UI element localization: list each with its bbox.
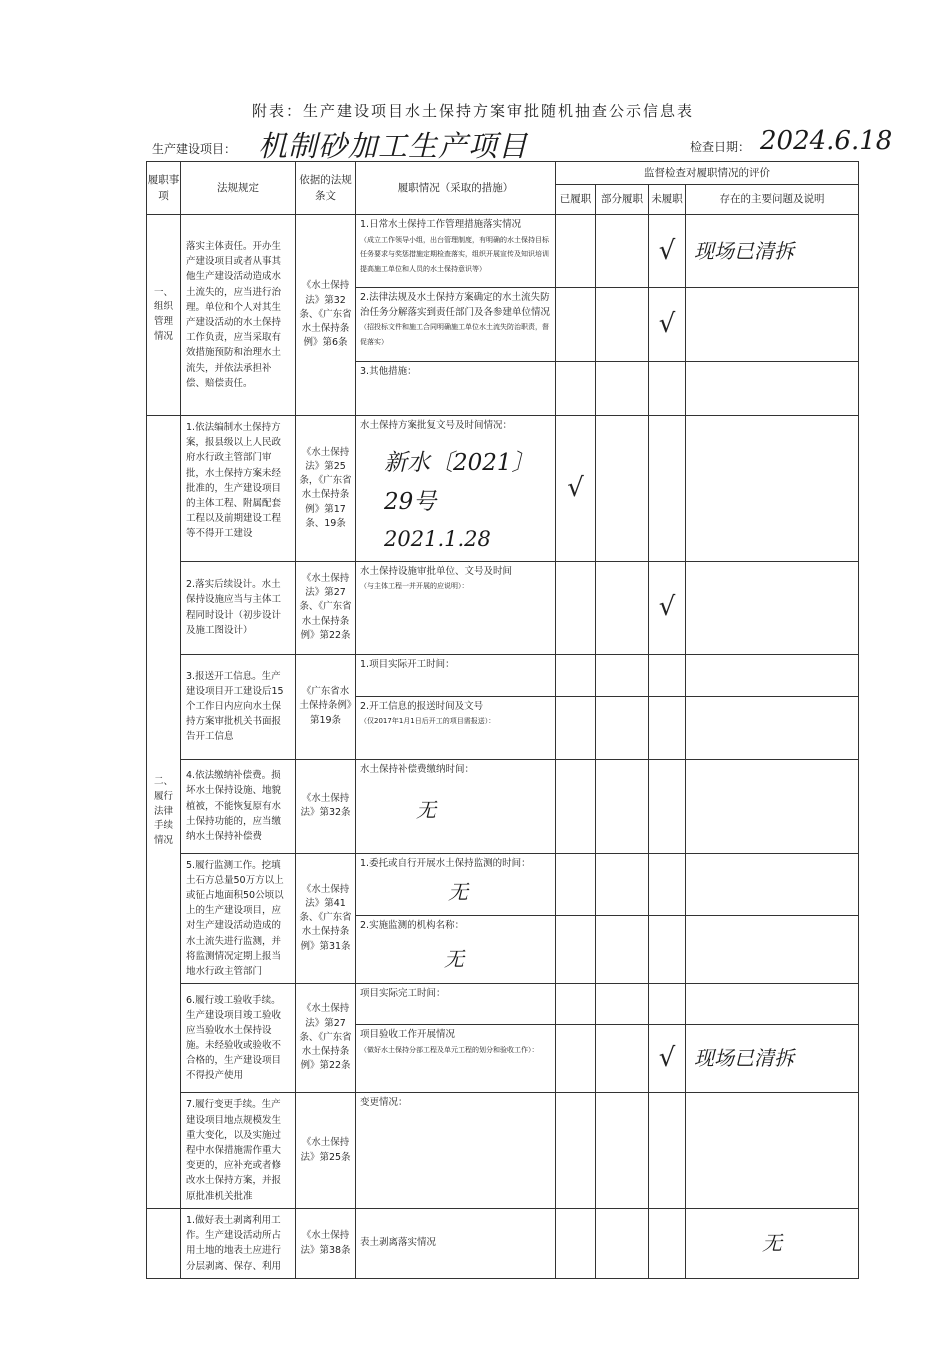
not-done-cell: [649, 984, 686, 1025]
section2-reference-2: 《水土保持法》第27条、《广东省水土保持条例》第22条: [296, 561, 356, 654]
done-cell: [556, 1025, 596, 1093]
done-check: √: [556, 416, 596, 562]
partial-cell: [596, 853, 649, 916]
perf-text: 2.实施监测的机构名称：: [360, 920, 465, 932]
perf-note: （做好水土保持分部工程及单元工程的划分和验收工作）：: [360, 1045, 539, 1054]
partial-cell: [596, 215, 649, 288]
perf-note: （招投标文件和施工合同明确施工单位水土流失防治职责，督促落实）: [360, 323, 549, 347]
done-cell: [556, 1209, 596, 1279]
perf-text: 3.其他措施：: [360, 366, 417, 377]
header-partial: 部分履职: [596, 185, 649, 215]
perf-text: 2.法律法规及水土保持方案确定的水土流失防治任务分解落实到责任部门及各参建单位情况: [360, 292, 551, 318]
date-value-handwritten: 2024.6.18: [760, 126, 893, 156]
section2-perf-4: [356, 759, 556, 853]
section2-perf-1: [356, 416, 556, 562]
not-done-cell: [649, 853, 686, 916]
project-label: 生产建设项目：: [152, 142, 237, 156]
done-cell: [556, 984, 596, 1025]
issue-cell: [686, 416, 859, 562]
topsoil-none-handwritten: 无: [686, 1209, 859, 1279]
section2-reference-6: 《水土保持法》第27条、《广东省水土保持条例》第22条: [296, 984, 356, 1093]
section2-perf-5a: [356, 853, 556, 916]
not-done-cell: [649, 916, 686, 984]
section2-perf-3a: [356, 654, 556, 696]
header-not-done: 未履职: [649, 185, 686, 215]
partial-cell: [596, 288, 649, 362]
section2-perf-3b: [356, 696, 556, 759]
done-cell: [556, 916, 596, 984]
perf-text: 表土剥离落实情况: [360, 1237, 437, 1249]
done-cell: [556, 853, 596, 916]
header-issues: 存在的主要问题及说明: [686, 185, 859, 215]
compensation-none-handwritten: 无: [416, 798, 436, 823]
table-row: [147, 1093, 859, 1209]
table-row: [147, 654, 859, 696]
section3-law: 1.做好表土剥离利用工作。生产建设活动所占用土地的地表土应进行分层剥离、保存、利用: [181, 1209, 296, 1279]
section2-law-1: 1.依法编制水土保持方案，报县级以上人民政府水行政主管部门审批，水土保持方案未经批准的，生产建设项目的主体工程、附属配套工程以及前期建设工程等不得开工建设: [181, 416, 296, 562]
done-cell: [556, 1093, 596, 1209]
section2-reference-1: 《水土保持法》第25条，《广东省水土保持条例》第17条、19条: [296, 416, 356, 562]
table-row: [147, 1209, 859, 1279]
header-reference: 依据的法规条文: [296, 162, 356, 215]
not-done-check: √: [649, 215, 686, 288]
section3-reference: 《水土保持法》第38条: [296, 1209, 356, 1279]
table-row: [147, 853, 859, 916]
issue-cell: [686, 362, 859, 416]
monitoring-org-none-handwritten: 无: [444, 946, 464, 971]
perf-text: 项目验收工作开展情况: [360, 1029, 456, 1041]
issue-cell: [686, 853, 859, 916]
header-done: 已履职: [556, 185, 596, 215]
not-done-cell: [649, 759, 686, 853]
issue-note-handwritten: 现场已清拆: [686, 215, 859, 288]
section2-reference-3: 《广东省水土保持条例》第19条: [296, 654, 356, 759]
perf-text: 2.开工信息的报送时间及文号: [360, 700, 484, 712]
section1-perf-3: [356, 362, 556, 416]
partial-cell: [596, 916, 649, 984]
done-cell: [556, 362, 596, 416]
done-cell: [556, 654, 596, 696]
header-evaluation: 监督检查对履职情况的评价: [556, 162, 859, 185]
issue-cell: [686, 288, 859, 362]
section1-perf-2: [356, 288, 556, 362]
document-title: 附表：生产建设项目水土保持方案审批随机抽查公示信息表: [251, 102, 694, 120]
section2-reference-5: 《水土保持法》第41条、《广东省水土保持条例》第31条: [296, 853, 356, 984]
section1-perf-1: [356, 215, 556, 288]
perf-text: 变更情况：: [360, 1097, 408, 1109]
done-cell: [556, 288, 596, 362]
table-row: [147, 759, 859, 853]
monitoring-time-none-handwritten: 无: [448, 880, 468, 905]
perf-text: 水土保持方案批复文号及时间情况：: [360, 420, 513, 431]
perf-text: 1.日常水土保持工作管理措施落实情况: [360, 219, 522, 230]
issue-note-handwritten: 现场已清拆: [686, 1025, 859, 1093]
partial-cell: [596, 1025, 649, 1093]
approval-date-handwritten: 2021.1.28: [384, 526, 491, 551]
table-row: [147, 215, 859, 288]
not-done-cell: [649, 696, 686, 759]
header-law: 法规规定: [181, 162, 296, 215]
issue-cell: [686, 916, 859, 984]
section2-law-6: 6.履行竣工验收手续。生产建设项目竣工验收应当验收水土保持设施。未经验收或验收不合格的，生产建设项目不得投产使用: [181, 984, 296, 1093]
issue-cell: [686, 759, 859, 853]
partial-cell: [596, 1093, 649, 1209]
table-row: [147, 984, 859, 1025]
perf-note: （成立工作领导小组，出台管理制度，有明确的水土保持目标任务要求与奖惩措施定期检查落实，组织开展宣传及知识培训提高施工单位和人员的水土保持意识等）: [360, 235, 549, 274]
section2-perf-7: [356, 1093, 556, 1209]
partial-cell: [596, 696, 649, 759]
section2-perf-6a: [356, 984, 556, 1025]
not-done-cell: [649, 1209, 686, 1279]
perf-text: 项目实际完工时间：: [360, 988, 446, 1000]
not-done-check: √: [649, 1025, 686, 1093]
section2-law-3: 3.报送开工信息。生产建设项目开工建设后15个工作日内应向水土保持方案审批机关书面报告开工信息: [181, 654, 296, 759]
section2-perf-5b: [356, 916, 556, 984]
not-done-cell: [649, 654, 686, 696]
perf-text: 水土保持补偿费缴纳时间：: [360, 763, 475, 775]
section2-law-2: 2.落实后续设计。水土保持设施应当与主体工程同时设计（初步设计及施工图设计）: [181, 561, 296, 654]
not-done-cell: [649, 1093, 686, 1209]
section2-reference-7: 《水土保持法》第25条: [296, 1093, 356, 1209]
inspection-table: [146, 161, 859, 1279]
section2-law-5: 5.履行监测工作。挖填土石方总量50万方以上或征占地面积50公顷以上的生产建设项目，应对生产建设活动造成的水土流失进行监测，并将监测情况定期上报当地水行政主管部门: [181, 853, 296, 984]
table-row: [147, 561, 859, 654]
section1-category: 一、组织管理情况: [147, 215, 181, 416]
not-done-cell: [649, 416, 686, 562]
perf-note: （与主体工程一并开展的应说明）：: [360, 582, 469, 591]
section2-law-7: 7.履行变更手续。生产建设项目地点规模发生重大变化，以及实施过程中水保措施需作重大变更的，应补充或者修改水土保持方案，并报原批准机关批准: [181, 1093, 296, 1209]
not-done-check: √: [649, 288, 686, 362]
partial-cell: [596, 759, 649, 853]
section1-reference: 《水土保持法》第32条、《广东省水土保持条例》第6条: [296, 215, 356, 416]
done-cell: [556, 561, 596, 654]
issue-cell: [686, 654, 859, 696]
section2-category: 二、履行法律手续情况: [147, 416, 181, 1209]
table-row: [147, 416, 859, 562]
perf-note: （仅2017年1月1日后开工的项目需报送）：: [360, 717, 496, 726]
perf-text: 水土保持设施审批单位、文号及时间: [360, 565, 513, 577]
partial-cell: [596, 654, 649, 696]
perf-text: 1.项目实际开工时间：: [360, 658, 455, 670]
section2-law-4: 4.依法缴纳补偿费。损坏水土保持设施、地貌植被，不能恢复原有水土保持功能的，应当缴纳水土保持补偿费: [181, 759, 296, 853]
issue-cell: [686, 1093, 859, 1209]
partial-cell: [596, 416, 649, 562]
section3-perf: [356, 1209, 556, 1279]
issue-cell: [686, 561, 859, 654]
not-done-cell: [649, 362, 686, 416]
section1-law: 落实主体责任。开办生产建设项目或者从事其他生产建设活动造成水土流失的，应当进行治理。单位和个人对其生产建设活动的水土保持工作负责，应当采取有效措施预防和治理水土流失，并依法承担补偿、赔偿责任。: [181, 215, 296, 416]
not-done-check: √: [649, 561, 686, 654]
done-cell: [556, 759, 596, 853]
header-performance: 履职情况（采取的措施）: [356, 162, 556, 215]
section2-reference-4: 《水土保持法》第32条: [296, 759, 356, 853]
partial-cell: [596, 1209, 649, 1279]
done-cell: [556, 696, 596, 759]
section2-perf-6b: [356, 1025, 556, 1093]
date-label: 检查日期：: [690, 140, 751, 154]
section3-category: [147, 1209, 181, 1279]
project-name-handwritten: 机制砂加工生产项目: [258, 129, 529, 163]
section2-perf-2: [356, 561, 556, 654]
approval-number-handwritten: 新水〔2021〕29号: [384, 449, 535, 515]
issue-cell: [686, 984, 859, 1025]
issue-cell: [686, 696, 859, 759]
header-category: 履职事项: [147, 162, 181, 215]
partial-cell: [596, 362, 649, 416]
partial-cell: [596, 561, 649, 654]
done-cell: [556, 215, 596, 288]
perf-text: 1.委托或自行开展水土保持监测的时间：: [360, 857, 531, 869]
header-row-1: [147, 162, 859, 185]
partial-cell: [596, 984, 649, 1025]
